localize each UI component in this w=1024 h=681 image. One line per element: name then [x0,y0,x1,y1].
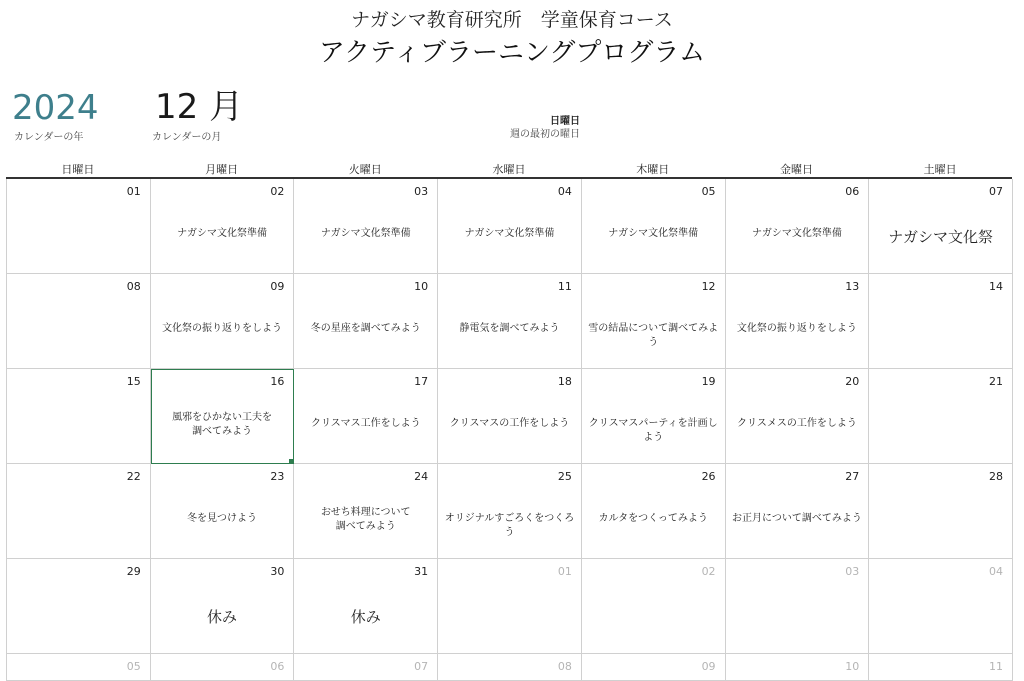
calendar-month-label: カレンダーの月 [152,132,222,143]
day-number: 19 [701,375,716,388]
title-block [0,6,1024,72]
day-number: 01 [557,565,572,578]
calendar-day-cell[interactable] [151,274,295,369]
calendar-day-cell[interactable] [151,369,295,464]
calendar-day-cell[interactable] [294,464,438,559]
day-number: 17 [414,375,429,388]
calendar-day-cell[interactable] [582,369,726,464]
week-start-value[interactable]: 日曜日 [550,116,580,127]
calendar-day-cell[interactable] [726,559,870,654]
day-event: 休み [207,608,238,626]
day-number: 22 [126,470,141,483]
day-number: 24 [414,470,429,483]
calendar-day-cell[interactable] [582,559,726,654]
day-number: 05 [126,660,141,673]
calendar-day-cell[interactable] [869,369,1013,464]
calendar-day-cell[interactable] [582,274,726,369]
calendar-day-cell[interactable] [7,654,151,681]
calendar-day-cell[interactable] [294,559,438,654]
calendar-day-cell[interactable] [726,179,870,274]
week-start-setting [440,115,580,141]
day-event: オリジナルすごろくをつくろう [444,513,575,538]
day-event: ナガシマ文化祭準備 [608,228,699,239]
calendar-day-cell[interactable] [294,274,438,369]
calendar-day-cell[interactable] [151,559,295,654]
day-number: 11 [557,280,572,293]
day-number: 02 [270,185,285,198]
calendar-day-cell[interactable] [726,274,870,369]
calendar-day-cell[interactable] [294,654,438,681]
day-event: クリスマス工作をしよう [310,418,421,429]
day-number: 07 [988,185,1003,198]
calendar-day-cell[interactable] [7,464,151,559]
day-number: 18 [557,375,572,388]
day-number: 20 [845,375,860,388]
weekday-sun: 日曜日 [61,163,95,176]
weekday-thu: 木曜日 [636,163,670,176]
weekday-wed: 水曜日 [492,163,526,176]
day-event: ナガシマ文化祭準備 [464,228,555,239]
day-number: 16 [270,375,285,388]
calendar-day-cell[interactable] [438,464,582,559]
day-event: 風邪をひかない工夫を 調べてみよう [172,412,273,437]
day-number: 11 [988,660,1003,673]
calendar-grid [6,179,1013,681]
day-number: 13 [845,280,860,293]
day-number: 08 [126,280,141,293]
calendar-year-value[interactable]: 2024 [12,88,99,128]
calendar-day-cell[interactable] [438,369,582,464]
calendar-month-value[interactable]: 12 月 [155,87,244,127]
calendar-day-cell[interactable] [869,274,1013,369]
day-event: ナガシマ文化祭準備 [320,228,411,239]
day-event: ナガシマ文化祭 [888,228,993,246]
program-title: アクティブラーニングプログラム [318,38,706,68]
day-number: 25 [557,470,572,483]
day-number: 14 [988,280,1003,293]
day-event: クリスマスの工作をしよう [449,418,570,429]
calendar-day-cell[interactable] [726,654,870,681]
day-number: 01 [126,185,141,198]
calendar-day-cell[interactable] [582,654,726,681]
calendar-day-cell[interactable] [582,464,726,559]
day-event: 文化祭の振り返りをしよう [162,323,283,334]
day-number: 08 [557,660,572,673]
calendar-day-cell[interactable] [7,274,151,369]
calendar-day-cell[interactable] [7,369,151,464]
calendar-day-cell[interactable] [869,464,1013,559]
day-event: 休み [350,608,381,626]
day-event: 文化祭の振り返りをしよう [736,323,857,334]
day-event: 冬の星座を調べてみよう [310,323,421,334]
calendar-day-cell[interactable] [294,179,438,274]
calendar-day-cell[interactable] [438,654,582,681]
day-event: クリスマスパーティを計画しよう [588,418,718,443]
calendar-year-label: カレンダーの年 [14,132,84,143]
calendar-day-cell[interactable] [582,179,726,274]
calendar-day-cell[interactable] [151,179,295,274]
day-number: 30 [270,565,285,578]
day-event: おせち料理について 調べてみよう [321,507,411,532]
day-number: 12 [701,280,716,293]
day-number: 04 [557,185,572,198]
day-number: 07 [414,660,429,673]
day-number: 06 [845,185,860,198]
day-number: 26 [701,470,716,483]
calendar-day-cell[interactable] [869,179,1013,274]
weekday-fri: 金曜日 [779,163,813,176]
calendar-day-cell[interactable] [151,654,295,681]
day-number: 21 [988,375,1003,388]
day-number: 05 [701,185,716,198]
calendar-day-cell[interactable] [7,179,151,274]
day-number: 28 [988,470,1003,483]
day-number: 02 [701,565,716,578]
day-number: 31 [414,565,429,578]
day-event: 雪の結晶について調べてみよう [588,323,719,348]
week-start-label: 週の最初の曜日 [510,129,580,140]
calendar-day-cell[interactable] [869,559,1013,654]
day-number: 04 [988,565,1003,578]
organization-title: ナガシマ教育研究所 学童保育コース [351,9,673,31]
weekday-header-row [6,163,1012,179]
day-event: 冬を見つけよう [187,513,258,524]
calendar-day-cell[interactable] [438,179,582,274]
day-number: 06 [270,660,285,673]
calendar-day-cell[interactable] [7,559,151,654]
day-number: 09 [270,280,285,293]
day-event: 静電気を調べてみよう [459,323,560,334]
day-number: 03 [414,185,429,198]
day-number: 09 [701,660,716,673]
calendar-day-cell[interactable] [151,464,295,559]
calendar-day-cell[interactable] [869,654,1013,681]
day-event: ナガシマ文化祭準備 [752,228,842,239]
day-number: 29 [126,565,141,578]
day-number: 03 [845,565,860,578]
day-number: 23 [270,470,285,483]
day-event: クリスメスの工作をしよう [737,418,857,429]
day-event: お正月について調べてみよう [732,513,862,524]
calendar-day-cell[interactable] [726,464,870,559]
calendar-day-cell[interactable] [294,369,438,464]
day-event: カルタをつくってみよう [598,513,708,524]
day-event: ナガシマ文化祭準備 [177,228,267,239]
day-number: 15 [126,375,141,388]
day-number: 10 [414,280,429,293]
calendar-day-cell[interactable] [726,369,870,464]
weekday-mon: 月曜日 [205,163,239,176]
weekday-sat: 土曜日 [923,163,957,176]
day-number: 27 [845,470,860,483]
calendar-day-cell[interactable] [438,559,582,654]
calendar-day-cell[interactable] [438,274,582,369]
weekday-tue: 火曜日 [348,163,382,176]
day-number: 10 [845,660,860,673]
